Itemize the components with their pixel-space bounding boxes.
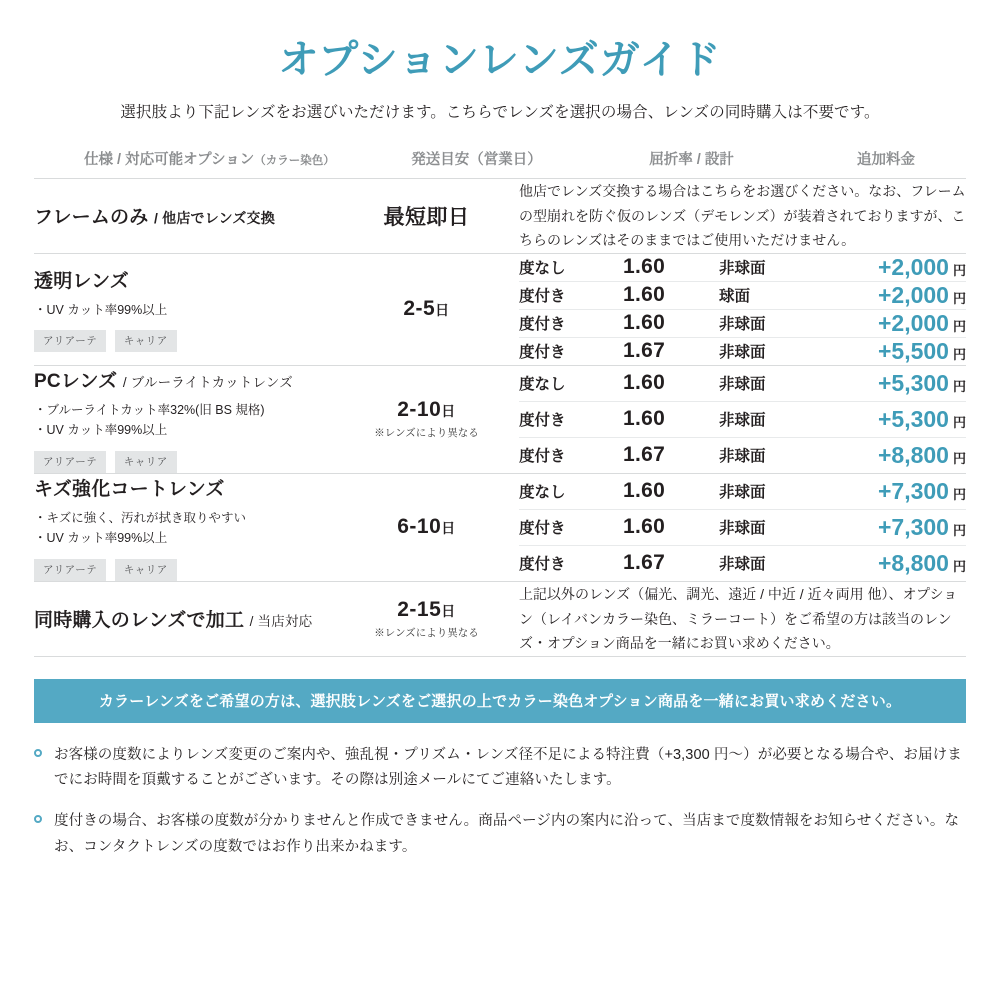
shipping-cell — [334, 179, 519, 254]
shipping-unit: 日 — [441, 602, 456, 619]
table-row — [34, 179, 966, 254]
color-lens-banner: カラーレンズをご希望の方は、選択肢レンズをご選択の上でカラー染色オプション商品を一緒にお買い求めください。 — [34, 679, 966, 723]
degree-cell: 度付き — [519, 437, 623, 473]
index-cell: 1.67 — [623, 545, 719, 581]
column-header-shipping: 発送目安（営業日） — [411, 152, 542, 168]
shipping-cell — [334, 582, 519, 657]
price-value: +2,000 — [877, 281, 949, 308]
lens-features — [34, 508, 334, 549]
lens-features — [34, 300, 334, 321]
degree-cell: 度付き — [519, 281, 623, 309]
tag-badge: アリアーテ — [34, 330, 106, 352]
lens-name: 同時購入のレンズで加工 — [34, 610, 245, 632]
note-text: 度付きの場合、お客様の度数が分かりませんと作成できません。商品ページ内の案内に沿って、当店まで度数情報をお知らせください。なお、コンタクトレンズの度数ではお作り出来かねます。 — [54, 813, 960, 855]
column-header-price: 追加料金 — [857, 152, 915, 168]
shipping-value: 最短即日 — [383, 205, 470, 229]
price-cell — [837, 253, 966, 281]
price-cell — [837, 337, 966, 365]
column-header-spec-note: （カラー染色） — [254, 155, 335, 167]
bullet-circle-icon — [34, 809, 54, 823]
price-cell — [837, 545, 966, 581]
design-cell: 非球面 — [719, 337, 837, 365]
lens-title — [34, 474, 334, 501]
index-cell: 1.67 — [623, 337, 719, 365]
shipping-unit: 日 — [441, 520, 456, 537]
design-cell: 非球面 — [719, 309, 837, 337]
table-row — [34, 253, 966, 281]
lens-title — [34, 266, 334, 293]
tag-badge: キャリア — [115, 330, 177, 352]
degree-cell: 度なし — [519, 365, 623, 401]
price-value: +8,800 — [877, 549, 949, 576]
lens-tags — [34, 330, 334, 352]
shipping-unit: 日 — [435, 302, 450, 318]
design-cell: 非球面 — [719, 253, 837, 281]
shipping-value: 6-10 — [397, 515, 442, 539]
row-name-cell — [34, 253, 334, 365]
price-value: +5,300 — [877, 369, 949, 396]
price-cell — [837, 509, 966, 545]
price-value: +7,300 — [877, 513, 949, 540]
lens-feature: ・キズに強く、汚れが拭き取りやすい — [34, 510, 247, 525]
price-cell — [837, 437, 966, 473]
lens-name: フレームのみ — [34, 207, 149, 229]
price-cell — [837, 309, 966, 337]
table-bottom-rule — [34, 656, 966, 657]
lens-name: 透明レンズ — [34, 270, 129, 292]
shipping-cell — [334, 365, 519, 473]
price-unit: 円 — [952, 318, 966, 334]
page-subtitle: 選択肢より下記レンズをお選びいただけます。こちらでレンズを選択の場合、レンズの同時購入は不要です。 — [120, 104, 880, 121]
degree-cell: 度なし — [519, 253, 623, 281]
column-header-spec-label: 仕様 / 対応可能オプション — [84, 152, 255, 168]
list-item — [34, 809, 966, 860]
list-item — [34, 743, 966, 794]
lens-tags — [34, 559, 334, 581]
column-headers — [34, 148, 966, 178]
shipping-cell — [334, 253, 519, 365]
shipping-value: 2-10 — [397, 398, 442, 422]
shipping-unit: 日 — [441, 403, 456, 420]
lens-name: キズ強化コートレンズ — [34, 478, 225, 500]
lens-feature: ・UV カット率99%以上 — [34, 423, 168, 438]
lens-options-table — [34, 178, 966, 657]
price-unit: 円 — [952, 414, 966, 430]
index-cell: 1.60 — [623, 309, 719, 337]
lens-name: PCレンズ — [34, 370, 118, 392]
row-name-cell — [34, 582, 334, 657]
price-value: +2,000 — [877, 253, 949, 280]
table-row — [34, 473, 966, 509]
price-unit: 円 — [952, 486, 966, 502]
degree-cell: 度付き — [519, 337, 623, 365]
design-cell: 非球面 — [719, 365, 837, 401]
index-cell: 1.60 — [623, 281, 719, 309]
index-cell: 1.60 — [623, 473, 719, 509]
index-cell: 1.60 — [623, 401, 719, 437]
shipping-note: ※レンズにより異なる — [374, 427, 479, 440]
bullet-circle-icon — [34, 743, 54, 757]
price-value: +5,500 — [877, 337, 949, 364]
shipping-cell — [334, 473, 519, 581]
price-unit: 円 — [952, 346, 966, 362]
row-description: 上記以外のレンズ（偏光、調光、遠近 / 中近 / 近々両用 他）、オプション（レイバンカラー染色、ミラーコート）をご希望の方は該当のレンズ・オプション商品を一緒にお買い求めください。 — [519, 582, 966, 657]
table-row — [34, 365, 966, 401]
price-cell — [837, 365, 966, 401]
row-description: 他店でレンズ交換する場合はこちらをお選びください。なお、フレームの型崩れを防ぐ仮のレンズ（デモレンズ）が装着されておりますが、こちらのレンズはそのままではご使用いただけません。 — [519, 179, 966, 254]
lens-title — [34, 366, 334, 393]
price-value: +2,000 — [877, 309, 949, 336]
note-text: お客様の度数によりレンズ変更のご案内や、強乱視・プリズム・レンズ径不足による特注費（+3,300 円〜）が必要となる場合や、お届けまでにお時間を頂戴することがございます。その際は別途メールにてご連絡いたします。 — [54, 746, 962, 788]
tag-badge: キャリア — [115, 559, 177, 581]
lens-title — [34, 202, 334, 229]
price-unit: 円 — [952, 450, 966, 466]
design-cell: 非球面 — [719, 401, 837, 437]
price-cell — [837, 401, 966, 437]
page-title: オプションレンズガイド — [278, 38, 722, 82]
lens-feature: ・UV カット率99%以上 — [34, 531, 168, 546]
column-header-index: 屈折率 / 設計 — [649, 152, 734, 168]
index-cell: 1.67 — [623, 437, 719, 473]
row-name-cell — [34, 473, 334, 581]
lens-feature: ・UV カット率99%以上 — [34, 302, 168, 317]
price-unit: 円 — [952, 290, 966, 306]
table-row — [34, 582, 966, 657]
price-cell — [837, 281, 966, 309]
price-unit: 円 — [952, 522, 966, 538]
shipping-value: 2-5 — [403, 297, 436, 320]
tag-badge: アリアーテ — [34, 451, 106, 473]
degree-cell: 度なし — [519, 473, 623, 509]
lens-title — [34, 605, 334, 632]
design-cell: 非球面 — [719, 545, 837, 581]
design-cell: 非球面 — [719, 509, 837, 545]
price-unit: 円 — [952, 558, 966, 574]
shipping-note: ※レンズにより異なる — [374, 626, 479, 639]
index-cell: 1.60 — [623, 365, 719, 401]
price-value: +7,300 — [877, 477, 949, 504]
design-cell: 非球面 — [719, 437, 837, 473]
price-cell — [837, 473, 966, 509]
lens-name-sub: / 当店対応 — [249, 614, 313, 630]
price-unit: 円 — [952, 378, 966, 394]
price-value: +8,800 — [877, 441, 949, 468]
lens-name-sub: / 他店でレンズ交換 — [153, 210, 275, 227]
lens-features — [34, 400, 334, 441]
column-header-spec — [34, 148, 384, 169]
lens-tags — [34, 451, 334, 473]
degree-cell: 度付き — [519, 545, 623, 581]
lens-name-sub: / ブルーライトカットレンズ — [122, 374, 293, 390]
design-cell: 球面 — [719, 281, 837, 309]
row-name-cell — [34, 179, 334, 254]
degree-cell: 度付き — [519, 509, 623, 545]
price-unit: 円 — [952, 262, 966, 278]
lens-feature: ・ブルーライトカット率32%(旧 BS 規格) — [34, 402, 265, 417]
degree-cell: 度付き — [519, 401, 623, 437]
notes-list — [34, 743, 966, 861]
index-cell: 1.60 — [623, 253, 719, 281]
shipping-value: 2-15 — [397, 597, 442, 621]
index-cell: 1.60 — [623, 509, 719, 545]
design-cell: 非球面 — [719, 473, 837, 509]
tag-badge: キャリア — [115, 451, 177, 473]
tag-badge: アリアーテ — [34, 559, 106, 581]
degree-cell: 度付き — [519, 309, 623, 337]
row-name-cell — [34, 365, 334, 473]
price-value: +5,300 — [877, 405, 949, 432]
